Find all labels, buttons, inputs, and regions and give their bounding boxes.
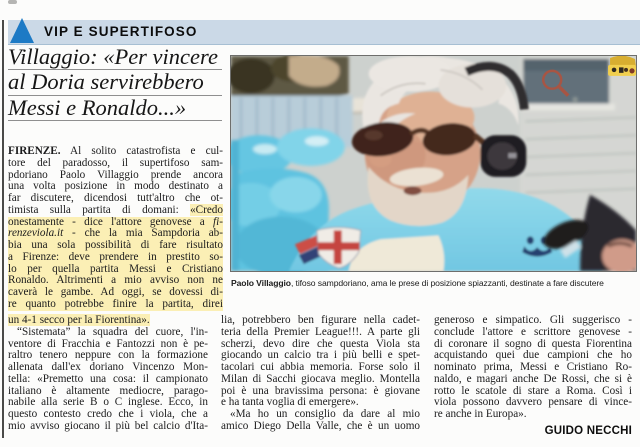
headline-line: Villaggio: «Per vincere — [8, 45, 222, 70]
article-line: lia, potrebbero ben figurare nella cadet- — [221, 314, 420, 326]
article-line: giocando un calcio tra i più belli e spet- — [221, 349, 420, 362]
article-line: nominato prima, Messi e Cristiano Ro- — [434, 361, 632, 374]
kicker-bar — [8, 20, 640, 45]
article-line: re anche in Europa». — [434, 408, 527, 421]
scan-smudge — [8, 0, 17, 4]
article-top-column — [8, 146, 223, 311]
article-line: una volta posizione in modo destinato a — [8, 180, 223, 193]
article-line: rotto le scatole di stare a Roma. Così i — [434, 384, 632, 397]
article-line: conclude l'attore e scrittore genovese - — [434, 325, 632, 338]
article-line: ventore di Fracchia e Fantozzi non è pe- — [8, 337, 208, 350]
article-line: raltro tenero neppure con la formazione — [8, 349, 208, 362]
article-line: tella: «Premetto una cosa: il campionato — [8, 372, 208, 385]
article-line: timista sulla partita di domani: «Credo — [8, 203, 223, 216]
article-line: tore del paradosso, il supertifoso sam- — [8, 156, 223, 169]
article-line: pdoriano Paolo Villaggio prende ancora — [8, 168, 223, 181]
article-line: teria della Premier League!!!. A parte gli — [221, 325, 420, 338]
bottom-column-1 — [8, 315, 208, 433]
photo-illustration — [231, 56, 636, 271]
article-line: Milan di Sacchi giocava meglio. Montella — [221, 372, 420, 385]
article-line: e ha tanta voglia di emergere». — [221, 396, 359, 409]
headline — [8, 45, 222, 121]
headline-line: Messi e Ronaldo...» — [8, 96, 222, 121]
article-line: allenata dall'ex doriano Vincenzo Mon- — [8, 361, 208, 374]
triangle-icon — [10, 18, 34, 43]
headline-line: al Doria servirebbero — [8, 70, 222, 95]
article-line: amico Diego Della Valle, che è un uomo — [221, 419, 420, 432]
article-line: far discutere, dicendosi tutt'altro che ot- — [8, 192, 223, 205]
article-line: re quanto potrebbe finire la partita, direi — [8, 297, 223, 310]
article-line: renzeviola.it - che la mia Sampdoria ab- — [8, 227, 223, 240]
article-line: questo contesto credo che i viola, che a — [8, 408, 208, 421]
article-line: bia una sola possibilità di fare risultato — [8, 239, 223, 252]
article-line: acquistando quei due campioni che ho — [434, 349, 632, 362]
bottom-column-2 — [221, 315, 420, 433]
article-line: Ronaldo. Altrimenti a mio avviso non ne — [8, 274, 223, 287]
bottom-column-3 — [434, 315, 632, 421]
article-line: naldo, e magari anche De Rossi, che si è — [434, 372, 632, 385]
article-line: generoso e simpatico. Gli suggerisco - — [434, 314, 632, 326]
article-line: “Sistemata” la squadra del cuore, l'in- — [17, 325, 208, 338]
article-line: un 4-1 secco per la Fiorentina». — [8, 314, 150, 326]
byline: GUIDO NECCHI — [544, 425, 632, 437]
photo-caption — [231, 278, 637, 288]
article-line: di coronare il sogno di questa Fiorentina — [434, 337, 632, 350]
article-line: mio avviso giocano il più bel calcio d'Ita- — [8, 419, 208, 432]
article-line: caverà le gambe. Ad oggi, se dovessi di- — [8, 286, 223, 299]
article-line: onestamente - dice l'attore genovese a fi- — [8, 215, 223, 228]
article-line: viola possono davvero pensare di vince- — [434, 396, 632, 409]
article-line: poi è una bravissima persona: è giovane — [221, 384, 420, 397]
article-line: a Firenze: deve prendere in prestito so- — [8, 250, 223, 263]
article-line: scherzi, devo dire che questa Viola sta — [221, 337, 420, 350]
article-line: tacolari cui abbia memoria. Forse solo il — [221, 361, 420, 374]
left-column-rule — [2, 20, 4, 438]
photo-figure — [230, 55, 637, 272]
article-line: nabile alla serie B o C inglese. Ecco, in — [8, 396, 208, 409]
caption-text: , tifoso sampdoriano, ama le prese di posizione spiazzanti, destinate a fare discutere — [290, 278, 604, 288]
article-line: lo per quella partita Messi e Cristiano — [8, 262, 223, 275]
caption-name: Paolo Villaggio — [231, 278, 291, 288]
kicker-label: VIP E SUPERTIFOSO — [44, 24, 198, 39]
article-line: italiano è altamente mediocre, parago- — [8, 384, 208, 397]
article-line: «Ma ho un consiglio da dare al mio — [230, 408, 420, 421]
article-line: FIRENZE. Al solito catastrofista e cul- — [8, 145, 223, 157]
